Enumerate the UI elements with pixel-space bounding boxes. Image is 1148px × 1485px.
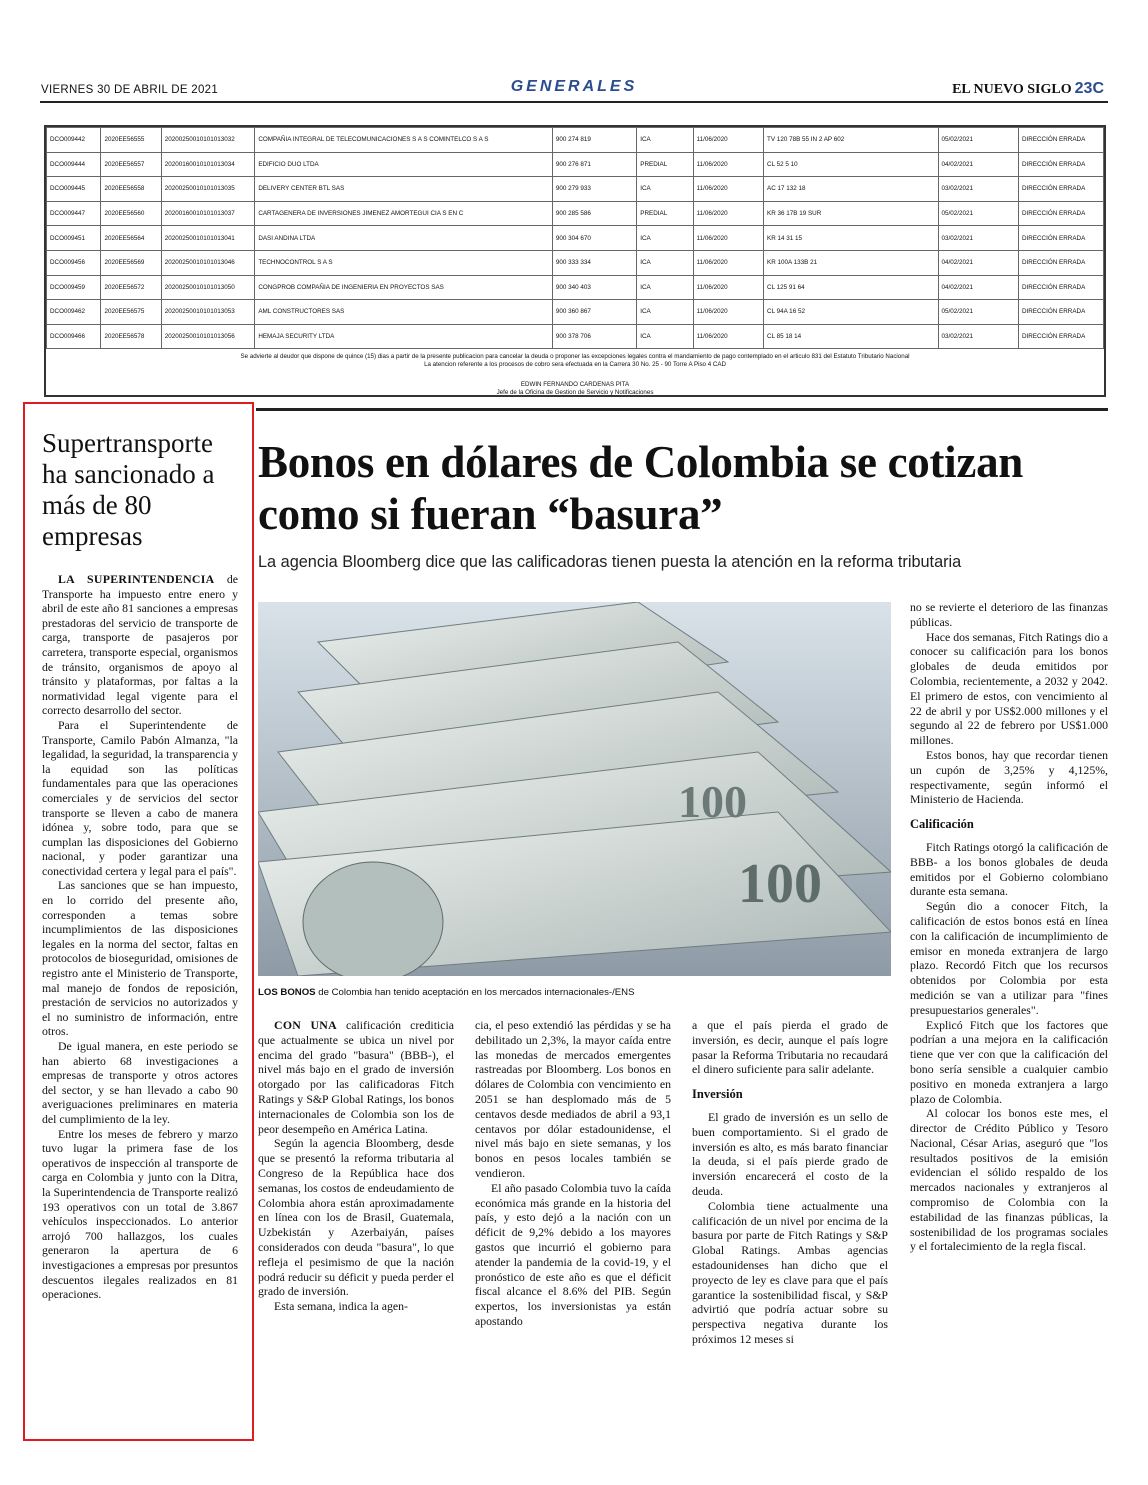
table-cell: 900 304 670	[552, 226, 636, 251]
table-cell: 20200250010101013046	[161, 250, 255, 275]
table-row	[47, 226, 1104, 251]
col4-paragraph-2: Hace dos semanas, Fitch Ratings dio a conocer su calificación para los bonos globales de deuda emitidos por Colombia, recientemente, a 2032 y 2042. El primero de estos, con vencimiento al 22 de abril y por US$2.000 millones y el segundo al 22 de febrero por US$1.000 millones.	[910, 629, 1108, 748]
table-cell: 11/06/2020	[693, 324, 763, 349]
col4-paragraph-6: Explicó Fitch que los factores que podrían a una mejora en la calificación tiene que ver con que la calificación del bono sería sensible a cualquier cambio positivo en moneda extranjera a largo plazo de Colombia.	[910, 1017, 1108, 1106]
notice-footer	[46, 353, 1104, 369]
table-cell: DIRECCIÓN ERRADA	[1018, 324, 1103, 349]
table-cell: ICA	[637, 226, 693, 251]
table-cell: 20200250010101013056	[161, 324, 255, 349]
table-cell: AML CONSTRUCTORES SAS	[255, 300, 553, 325]
col2-paragraph-1: cia, el peso extendió las pérdidas y se ha debilitado un 2,3%, la mayor caída entre las monedas de mercados emergentes rastreadas por Bloomberg. Los bonos en dólares de Colombia con vencimiento en 2051 se han desplomado más de 5 centavos desde mediados de abril a 93,1 centavos por dólar estadounidense, el nivel más bajo en siete semanas, y los bonos en pesos locales también se vendieron.	[475, 1018, 671, 1180]
photo-caption	[258, 987, 898, 998]
article-top-rule	[256, 408, 1108, 411]
col2-paragraph-2: El año pasado Colombia tuvo la caída económica más grande en la historia del país, y esto dejó a la nación con un déficit de 9,2% debido a los mayores gastos que incurrió el gobierno para atender la pandemia de la covid-19, y el pronóstico de este año es que el déficit fiscal alcance el 8.6% del PIB. Según expertos, los inversionistas ya están apostando	[475, 1180, 671, 1328]
table-cell: DCO009466	[47, 324, 101, 349]
table-cell: DIRECCIÓN ERRADA	[1018, 275, 1103, 300]
table-cell: DCO009447	[47, 201, 101, 226]
dollar-bills-image	[258, 602, 891, 976]
table-cell: 900 279 933	[552, 177, 636, 202]
table-cell: ICA	[637, 275, 693, 300]
table-cell: DIRECCIÓN ERRADA	[1018, 250, 1103, 275]
table-cell: KR 36 17B 19 SUR	[764, 201, 939, 226]
table-cell: 04/02/2021	[938, 275, 1018, 300]
caption-text: de Colombia han tenido aceptación en los mercados internacionales-/ENS	[318, 987, 635, 998]
table-cell: ICA	[637, 300, 693, 325]
sidebar-paragraph-3: Las sanciones que se han impuesto, en lo corrido del presente año, corresponden a temas sobre incumplimientos de las disposiciones legales en la norma del sector, faltas en protocolos de bioseguridad, omisiones de registro ante el Ministerio de Transporte, mal manejo de fondos de reposición, prestación de servicios no autorizados y el no suministro de información, entre otros.	[42, 878, 238, 1039]
table-cell: 900 285 586	[552, 201, 636, 226]
sidebar-paragraph-5: Entre los meses de febrero y marzo tuvo lugar la primera fase de los operativos de inspección al transporte de carga en Colombia y junto con la Ditra, la Superintendencia de Transporte realizó 193 operativos con un total de 3.867 vehículos inspeccionados. Lo anterior arrojó 700 hallazgos, los cuales generaron la apertura de 6 investigaciones a empresas por presuntos descuentos ilegales realizados en 81 operaciones.	[42, 1126, 238, 1302]
table-cell: 20200250010101013035	[161, 177, 255, 202]
table-cell: ICA	[637, 128, 693, 153]
article-headline: Bonos en dólares de Colombia se cotizan como si fueran “basura”	[258, 437, 1023, 539]
table-cell: TV 120 78B 55 IN 2 AP 602	[764, 128, 939, 153]
signer-name: EDWIN FERNANDO CARDENAS PITA	[520, 381, 630, 388]
table-cell: CL 125 91 64	[764, 275, 939, 300]
table-cell: 2020EE56555	[101, 128, 161, 153]
table-cell: 20200250010101013053	[161, 300, 255, 325]
table-cell: 900 340 403	[552, 275, 636, 300]
col1-paragraph-1-text: calificación crediticia que actualmente se ubica un nivel por encima del grado "basura" (BBB-), el nivel más bajo en el grado de inversión otorgado por las calificadoras Fitch Ratings y S&P Global Ratings, los bonos internacionales de Colombia son los de peor desempeño en América Latina.	[258, 1018, 454, 1136]
debtors-table	[46, 127, 1104, 349]
table-cell: 900 378 706	[552, 324, 636, 349]
table-cell: DIRECCIÓN ERRADA	[1018, 177, 1103, 202]
table-cell: CL 52 5 10	[764, 152, 939, 177]
signer-title: Jefe de la Oficina de Gestion de Servicio y Notificaciones	[496, 389, 654, 396]
table-cell: 2020EE56558	[101, 177, 161, 202]
sidebar-paragraph-4: De igual manera, en este periodo se han abierto 68 investigaciones a empresas de transporte y otros actores del sector, y se han llevado a cabo 90 averiguaciones preliminares en materia del cumplimiento de la ley.	[42, 1039, 238, 1126]
table-cell: AC 17 132 18	[764, 177, 939, 202]
table-cell: 11/06/2020	[693, 128, 763, 153]
notice-footer-line-2: La atencion referente a los procesos de cobro sera efectuada en la Carrera 30 No. 25 - 90 Torre A Piso 4 CAD	[424, 361, 726, 368]
table-cell: 2020EE56578	[101, 324, 161, 349]
section-name: GENERALES	[510, 78, 638, 95]
table-cell: 2020EE56575	[101, 300, 161, 325]
article-column-3	[692, 1018, 888, 1347]
table-cell: 20200160010101013037	[161, 201, 255, 226]
page-number: 23C	[1074, 80, 1104, 97]
table-cell: DCO009445	[47, 177, 101, 202]
table-row	[47, 275, 1104, 300]
article-column-2	[475, 1018, 671, 1329]
sidebar-paragraph-1	[42, 572, 238, 718]
table-cell: 11/06/2020	[693, 177, 763, 202]
table-cell: CARTAGENERA DE INVERSIONES JIMENEZ AMORTEGUI CIA S EN C	[255, 201, 553, 226]
article-column-1	[258, 1018, 454, 1314]
col4-paragraph-7: Al colocar los bonos este mes, el director de Crédito Público y Tesoro Nacional, César Arias, aseguró que "los resultados positivos de la emisión evidencian el sólido respaldo de los mercados nacionales y extranjeros al compromiso de Colombia con la estabilidad de las finanzas públicas, la sostenibilidad de los programas sociales y el fortalecimiento de la regla fiscal.	[910, 1106, 1108, 1254]
sidebar-title: Supertransporte ha sancionado a más de 80 empresas	[42, 428, 215, 551]
table-cell: DIRECCIÓN ERRADA	[1018, 152, 1103, 177]
table-cell: 900 333 334	[552, 250, 636, 275]
table-cell: CONGPROB COMPAÑIA DE INGENIERIA EN PROYECTOS SAS	[255, 275, 553, 300]
table-cell: 03/02/2021	[938, 226, 1018, 251]
col4-paragraph-5: Según dio a conocer Fitch, la calificación de estos bonos está en línea con la calificación de incumplimiento de emisor en moneda extranjera de largo plazo. Recordó Fitch que los recursos obtenidos por Colombia por esta medición se van a utilizar para "fines presupuestarios generales".	[910, 899, 1108, 1017]
table-row	[47, 201, 1104, 226]
table-cell: DIRECCIÓN ERRADA	[1018, 201, 1103, 226]
table-row	[47, 152, 1104, 177]
paper-title: EL NUEVO SIGLO	[952, 82, 1072, 97]
table-cell: ICA	[637, 177, 693, 202]
table-cell: PREDIAL	[637, 152, 693, 177]
table-cell: ICA	[637, 324, 693, 349]
article-subhead: La agencia Bloomberg dice que las calificadoras tienen puesta la atención en la reforma tributaria	[258, 553, 962, 571]
table-cell: 2020EE56569	[101, 250, 161, 275]
sidebar-paragraph-1-text: de Transporte ha impuesto entre enero y abril de este año 81 sanciones a empresas prestadoras del servicio de transporte de carga, transporte de pasajeros por carretera, transporte especial, organismos de tránsito, organismos de apoyo al tránsito y plataformas, por faltas a la normatividad legal vigente para el correcto desarrollo del sector.	[42, 572, 238, 718]
table-cell: 11/06/2020	[693, 152, 763, 177]
table-cell: 900 274 819	[552, 128, 636, 153]
table-cell: 05/02/2021	[938, 201, 1018, 226]
table-cell: 03/02/2021	[938, 324, 1018, 349]
notice-signature	[46, 381, 1104, 397]
table-cell: KR 100A 133B 21	[764, 250, 939, 275]
col3-paragraph-2: El grado de inversión es un sello de buen comportamiento. Si el grado de inversión es alto, es más barato financiar la deuda, si el país pierde grado de inversión encarecerá el costo de la deuda.	[692, 1109, 888, 1198]
table-cell: DCO009451	[47, 226, 101, 251]
table-cell: 05/02/2021	[938, 300, 1018, 325]
header-rule	[40, 101, 1108, 103]
table-cell: DELIVERY CENTER BTL SAS	[255, 177, 553, 202]
table-cell: DCO009459	[47, 275, 101, 300]
col3-paragraph-3: Colombia tiene actualmente una calificación de un nivel por encima de la basura por parte de Fitch Ratings y S&P Global Ratings. Ambas agencias estadounidenses han dicho que el proyecto de ley es clave para que el país garantice la sostenibilidad fiscal, y S&P advirtió que podría actuar sobre su perspectiva negativa durante los próximos 12 meses si	[692, 1198, 888, 1346]
notice-footer-line-1: Se advierte al deudor que dispone de quince (15) dias a partir de la presente publicacion para cancelar la deuda o proponer las excepciones legales contra el mandamiento de pago contemplado en el articulo 831 del Estatuto Tributario Nacional	[240, 353, 910, 360]
debtors-notice	[44, 125, 1106, 397]
table-cell: 2020EE56564	[101, 226, 161, 251]
table-cell: 900 360 867	[552, 300, 636, 325]
table-cell: DIRECCIÓN ERRADA	[1018, 128, 1103, 153]
table-cell: ICA	[637, 250, 693, 275]
sidebar-body	[42, 572, 238, 1302]
table-cell: 20200250010101013041	[161, 226, 255, 251]
table-cell: 2020EE56560	[101, 201, 161, 226]
col1-paragraph-3: Esta semana, indica la agen-	[274, 1299, 408, 1314]
col1-paragraph-1	[258, 1018, 454, 1136]
caption-lead: LOS BONOS	[258, 987, 316, 998]
table-cell: 04/02/2021	[938, 152, 1018, 177]
table-cell: DIRECCIÓN ERRADA	[1018, 300, 1103, 325]
table-cell: COMPAÑIA INTEGRAL DE TELECOMUNICACIONES S A S COMINTELCO S A S	[255, 128, 553, 153]
table-cell: DCO009444	[47, 152, 101, 177]
table-cell: 11/06/2020	[693, 226, 763, 251]
article-column-4	[910, 600, 1108, 1254]
edition-date: VIERNES 30 DE ABRIL DE 2021	[41, 84, 219, 96]
table-cell: 11/06/2020	[693, 250, 763, 275]
table-cell: EDIFICIO DUO LTDA	[255, 152, 553, 177]
article-lead: CON UNA	[274, 1018, 337, 1032]
col4-paragraph-1: no se revierte el deterioro de las finanzas públicas.	[910, 600, 1108, 629]
table-cell: 11/06/2020	[693, 300, 763, 325]
table-cell: 03/02/2021	[938, 177, 1018, 202]
table-cell: 05/02/2021	[938, 128, 1018, 153]
bill-number: 100	[678, 776, 747, 827]
bill-number: 100	[738, 853, 822, 915]
table-cell: KR 14 31 15	[764, 226, 939, 251]
subheading-inversion: Inversión	[692, 1087, 743, 1102]
table-cell: 2020EE56557	[101, 152, 161, 177]
col4-paragraph-3: Estos bonos, hay que recordar tienen un cupón de 3,25% y 4,125%, respectivamente, según informó el Ministerio de Hacienda.	[910, 747, 1108, 807]
table-cell: 20200250010101013032	[161, 128, 255, 153]
table-row	[47, 250, 1104, 275]
table-cell: DCO009456	[47, 250, 101, 275]
col3-paragraph-1: a que el país pierda el grado de inversión, es decir, aunque el país logre pasar la Reforma Tributaria no recaudará el dinero suficiente para salir adelante.	[692, 1018, 888, 1077]
table-cell: DIRECCIÓN ERRADA	[1018, 226, 1103, 251]
table-cell: TECHNOCONTROL S A S	[255, 250, 553, 275]
table-cell: 20200160010101013034	[161, 152, 255, 177]
table-cell: HEMAJA SECURITY LTDA	[255, 324, 553, 349]
col1-paragraph-2: Según la agencia Bloomberg, desde que se presentó la reforma tributaria al Congreso de la República hace dos semanas, los costos de endeudamiento de Colombia ahora están aproximadamente en línea con los de Brasil, Guatemala, Uzbekistán y Azerbaiyán, países considerados con deuda "basura", lo que refleja el pesimismo de que la nación podrá reducir su déficit y pueda perder el grado de inversión.	[258, 1136, 454, 1299]
sidebar-paragraph-2: Para el Superintendente de Transporte, Camilo Pabón Almanza, "la legalidad, la seguridad, la transparencia y la equidad son las políticas fundamentales para que las operaciones comerciales y de servicios del sector transporte se lleven a cabo de manera idónea y, sobre todo, para que se cumplan las disposiciones del Gobierno nacional, y poder garantizar una conectividad certera y legal para el país".	[42, 717, 238, 878]
table-cell: CL 94A 16 52	[764, 300, 939, 325]
table-cell: 04/02/2021	[938, 250, 1018, 275]
table-cell: PREDIAL	[637, 201, 693, 226]
subheading-calificacion: Calificación	[910, 817, 974, 832]
newspaper-name	[952, 80, 1104, 98]
table-cell: DCO009442	[47, 128, 101, 153]
dollar-bills-photo	[258, 602, 891, 976]
table-cell: 2020EE56572	[101, 275, 161, 300]
table-cell: 20200250010101013050	[161, 275, 255, 300]
table-cell: 11/06/2020	[693, 201, 763, 226]
table-row	[47, 300, 1104, 325]
table-cell: 11/06/2020	[693, 275, 763, 300]
table-row	[47, 324, 1104, 349]
sidebar-lead: LA SUPERINTENDENCIA	[58, 572, 215, 586]
table-row	[47, 128, 1104, 153]
table-cell: CL 85 18 14	[764, 324, 939, 349]
table-cell: 900 276 871	[552, 152, 636, 177]
table-row	[47, 177, 1104, 202]
col4-paragraph-4: Fitch Ratings otorgó la calificación de BBB- a los bonos globales de deuda emitidos por el Gobierno colombiano durante esta semana.	[910, 839, 1108, 899]
table-cell: DCO009462	[47, 300, 101, 325]
table-cell: DASI ANDINA LTDA	[255, 226, 553, 251]
